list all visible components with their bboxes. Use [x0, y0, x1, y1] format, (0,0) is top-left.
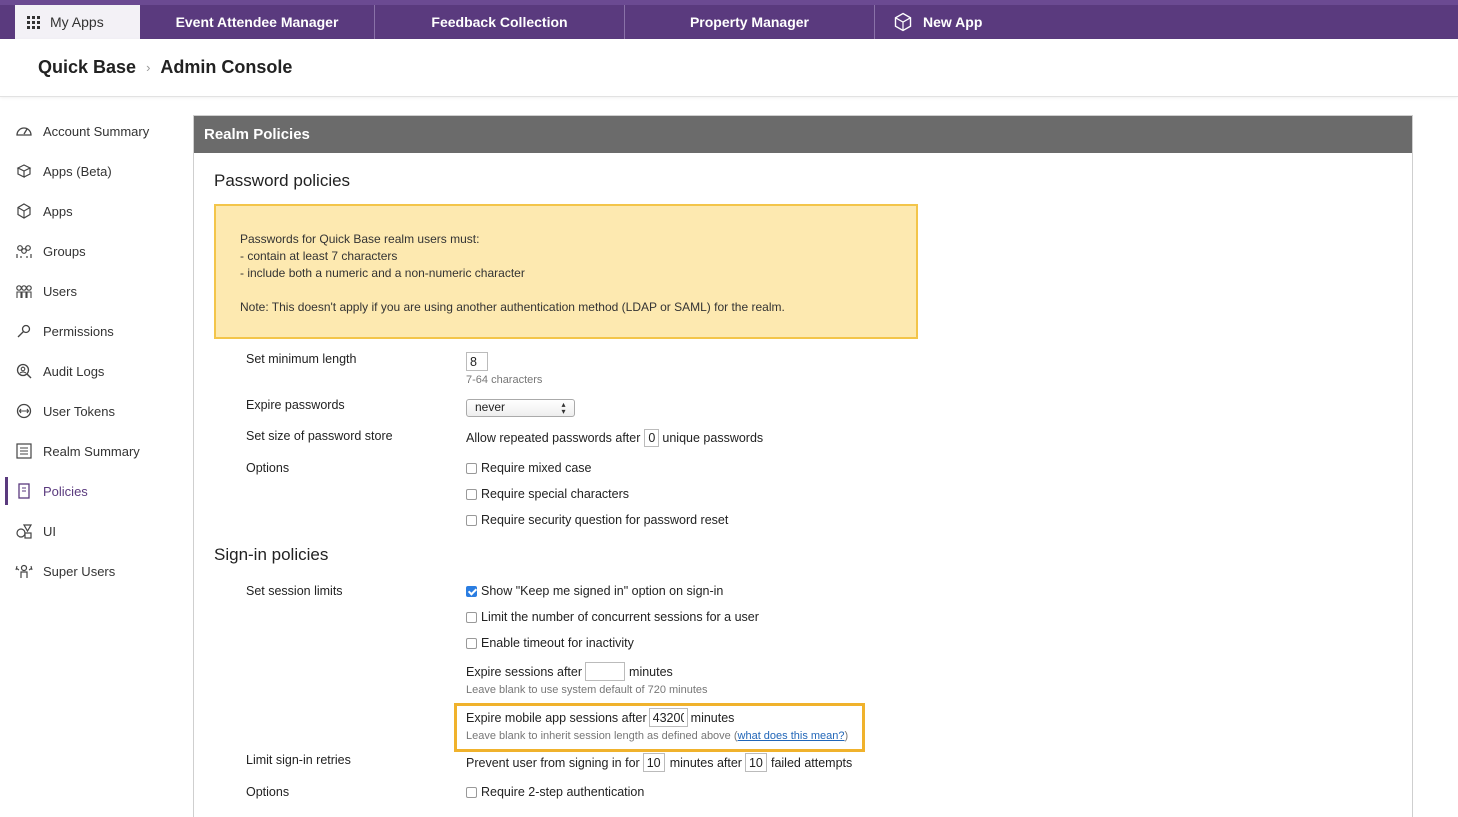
- sidebar-item-label: Account Summary: [43, 123, 150, 139]
- sidebar-item-apps-beta[interactable]: [0, 151, 180, 191]
- sidebar-item-label: Users: [43, 283, 77, 299]
- groups-icon: [15, 243, 33, 259]
- sidebar-item-permissions[interactable]: [0, 311, 180, 351]
- checkbox-label: Limit the number of concurrent sessions for a user: [481, 610, 759, 624]
- sidebar-item-super-users[interactable]: [0, 551, 180, 591]
- users-icon: [15, 283, 33, 299]
- checkbox-label: Show "Keep me signed in" option on sign-in: [481, 584, 724, 598]
- sidebar-item-label: User Tokens: [43, 403, 116, 419]
- sidebar-item-label: Policies: [43, 483, 88, 499]
- shapes-icon: [15, 523, 33, 539]
- store-suffix: unique passwords: [662, 431, 764, 445]
- sidebar-item-policies[interactable]: [0, 471, 180, 511]
- checkbox-checked[interactable]: [466, 586, 477, 597]
- mobile-sessions-suffix: minutes: [690, 710, 735, 725]
- password-notice: [214, 204, 918, 339]
- expire-sessions-input[interactable]: [585, 662, 625, 681]
- key-icon: [15, 323, 33, 339]
- option-enable-timeout[interactable]: [466, 636, 634, 650]
- sidebar-item-apps[interactable]: [0, 191, 180, 231]
- tab-label: Property Manager: [689, 14, 810, 30]
- tab-new-app[interactable]: [893, 5, 993, 39]
- sidebar-item-label: Apps (Beta): [43, 163, 112, 179]
- magnifier-icon: [15, 363, 33, 379]
- hexagon-icon: [15, 203, 33, 219]
- tab-feedback-collection[interactable]: [375, 5, 625, 39]
- panel-title: Realm Policies: [194, 116, 1412, 153]
- expire-passwords-select[interactable]: [466, 399, 575, 417]
- option-keep-signed-in[interactable]: [466, 584, 723, 598]
- sidebar-item-audit-logs[interactable]: [0, 351, 180, 391]
- retries-prefix: Prevent user from signing in for: [466, 755, 640, 770]
- tab-event-attendee-manager[interactable]: [140, 5, 375, 39]
- checkbox[interactable]: [466, 638, 477, 649]
- hint-text: Leave blank to inherit session length as defined above (: [466, 730, 738, 742]
- what-does-this-mean-link[interactable]: what does this mean?: [737, 730, 845, 742]
- hint-text: ): [844, 730, 849, 742]
- option-require-mixed-case[interactable]: [466, 461, 591, 475]
- note-text: This doesn't apply if you are using another authentication method (LDAP or SAML) for the realm.: [268, 300, 785, 314]
- checkbox[interactable]: [466, 515, 477, 526]
- sidebar-item-groups[interactable]: [0, 231, 180, 271]
- sidebar-item-users[interactable]: [0, 271, 180, 311]
- checkbox[interactable]: [466, 463, 477, 474]
- tab-property-manager[interactable]: [625, 5, 875, 39]
- password-policies-title: Password policies: [214, 171, 351, 190]
- signin-policies-title: Sign-in policies: [214, 545, 329, 564]
- select-value: never: [475, 400, 506, 414]
- mobile-sessions-prefix: Expire mobile app sessions after: [466, 710, 647, 725]
- expire-sessions-prefix: Expire sessions after: [466, 664, 583, 679]
- store-prefix: Allow repeated passwords after: [466, 431, 641, 445]
- signin-options-label: Options: [246, 785, 290, 799]
- document-icon: [15, 483, 33, 499]
- mobile-sessions-input[interactable]: [649, 708, 688, 727]
- page-title: Admin Console: [160, 57, 293, 77]
- grid-icon: [27, 16, 40, 29]
- notice-line: - contain at least 7 characters: [240, 249, 398, 263]
- gauge-icon: [15, 123, 33, 139]
- sidebar-item-account-summary[interactable]: [0, 111, 180, 151]
- tab-label: Feedback Collection: [431, 14, 568, 30]
- min-length-hint: 7-64 characters: [466, 374, 543, 386]
- checkbox[interactable]: [466, 787, 477, 798]
- expire-passwords-label: Expire passwords: [246, 398, 345, 412]
- option-require-security-question[interactable]: [466, 513, 728, 527]
- sidebar-item-label: Super Users: [43, 563, 116, 579]
- session-limits-label: Set session limits: [246, 584, 343, 598]
- option-require-2-step[interactable]: [466, 785, 644, 799]
- password-store-input[interactable]: [644, 429, 659, 447]
- notice-line: - include both a numeric and a non-numeric character: [240, 266, 525, 280]
- tab-label: My Apps: [50, 14, 104, 30]
- checkbox[interactable]: [466, 612, 477, 623]
- chevron-right-icon: ›: [146, 60, 151, 75]
- checkbox-label: Require security question for password reset: [481, 513, 729, 527]
- password-options-label: Options: [246, 461, 290, 475]
- sidebar-item-realm-summary[interactable]: [0, 431, 180, 471]
- app-tab-bar: [0, 0, 1458, 39]
- option-limit-concurrent-sessions[interactable]: [466, 610, 759, 624]
- checkbox-label: Require special characters: [481, 487, 629, 501]
- expire-sessions-hint: Leave blank to use system default of 720 minutes: [466, 684, 708, 696]
- breadcrumb: [0, 39, 1458, 97]
- sidebar-item-label: Audit Logs: [43, 363, 105, 379]
- signin-retries-label: Limit sign-in retries: [246, 753, 351, 767]
- min-length-input[interactable]: [466, 352, 488, 371]
- notice-line: Passwords for Quick Base realm users must:: [240, 232, 480, 246]
- sidebar-item-label: Permissions: [43, 323, 114, 339]
- checkbox-label: Require mixed case: [481, 461, 592, 475]
- retries-attempts-input[interactable]: [745, 753, 767, 772]
- checkbox-label: Require 2-step authentication: [481, 785, 645, 799]
- retries-minutes-input[interactable]: [643, 753, 665, 772]
- note-label: Note:: [240, 300, 269, 314]
- new-app-icon: [893, 12, 913, 32]
- sidebar-item-label: Realm Summary: [43, 443, 140, 459]
- sidebar-item-label: Groups: [43, 243, 86, 259]
- sidebar-item-user-tokens[interactable]: [0, 391, 180, 431]
- checkbox[interactable]: [466, 489, 477, 500]
- breadcrumb-brand[interactable]: Quick Base: [38, 57, 137, 77]
- realm-policies-panel: [193, 115, 1413, 817]
- retries-middle: minutes after: [669, 755, 742, 770]
- min-length-label: Set minimum length: [246, 352, 357, 366]
- checkbox-label: Enable timeout for inactivity: [481, 636, 634, 650]
- retries-suffix: failed attempts: [770, 755, 853, 770]
- tab-label: New App: [923, 14, 983, 30]
- sidebar-item-label: Apps: [43, 203, 73, 219]
- list-icon: [15, 443, 33, 459]
- tab-label: Event Attendee Manager: [175, 14, 339, 30]
- sidebar-nav: [0, 111, 180, 591]
- option-require-special-characters[interactable]: [466, 487, 629, 501]
- password-store-label: Set size of password store: [246, 429, 393, 443]
- tab-my-apps[interactable]: [15, 5, 140, 39]
- sidebar-item-ui[interactable]: [0, 511, 180, 551]
- sidebar-item-label: UI: [43, 523, 56, 539]
- expire-sessions-suffix: minutes: [629, 664, 673, 679]
- super-users-icon: [15, 563, 33, 579]
- mobile-sessions-hint: [466, 730, 848, 742]
- token-icon: [15, 403, 33, 419]
- notice-note: [240, 299, 892, 316]
- apps-beta-icon: [15, 163, 33, 179]
